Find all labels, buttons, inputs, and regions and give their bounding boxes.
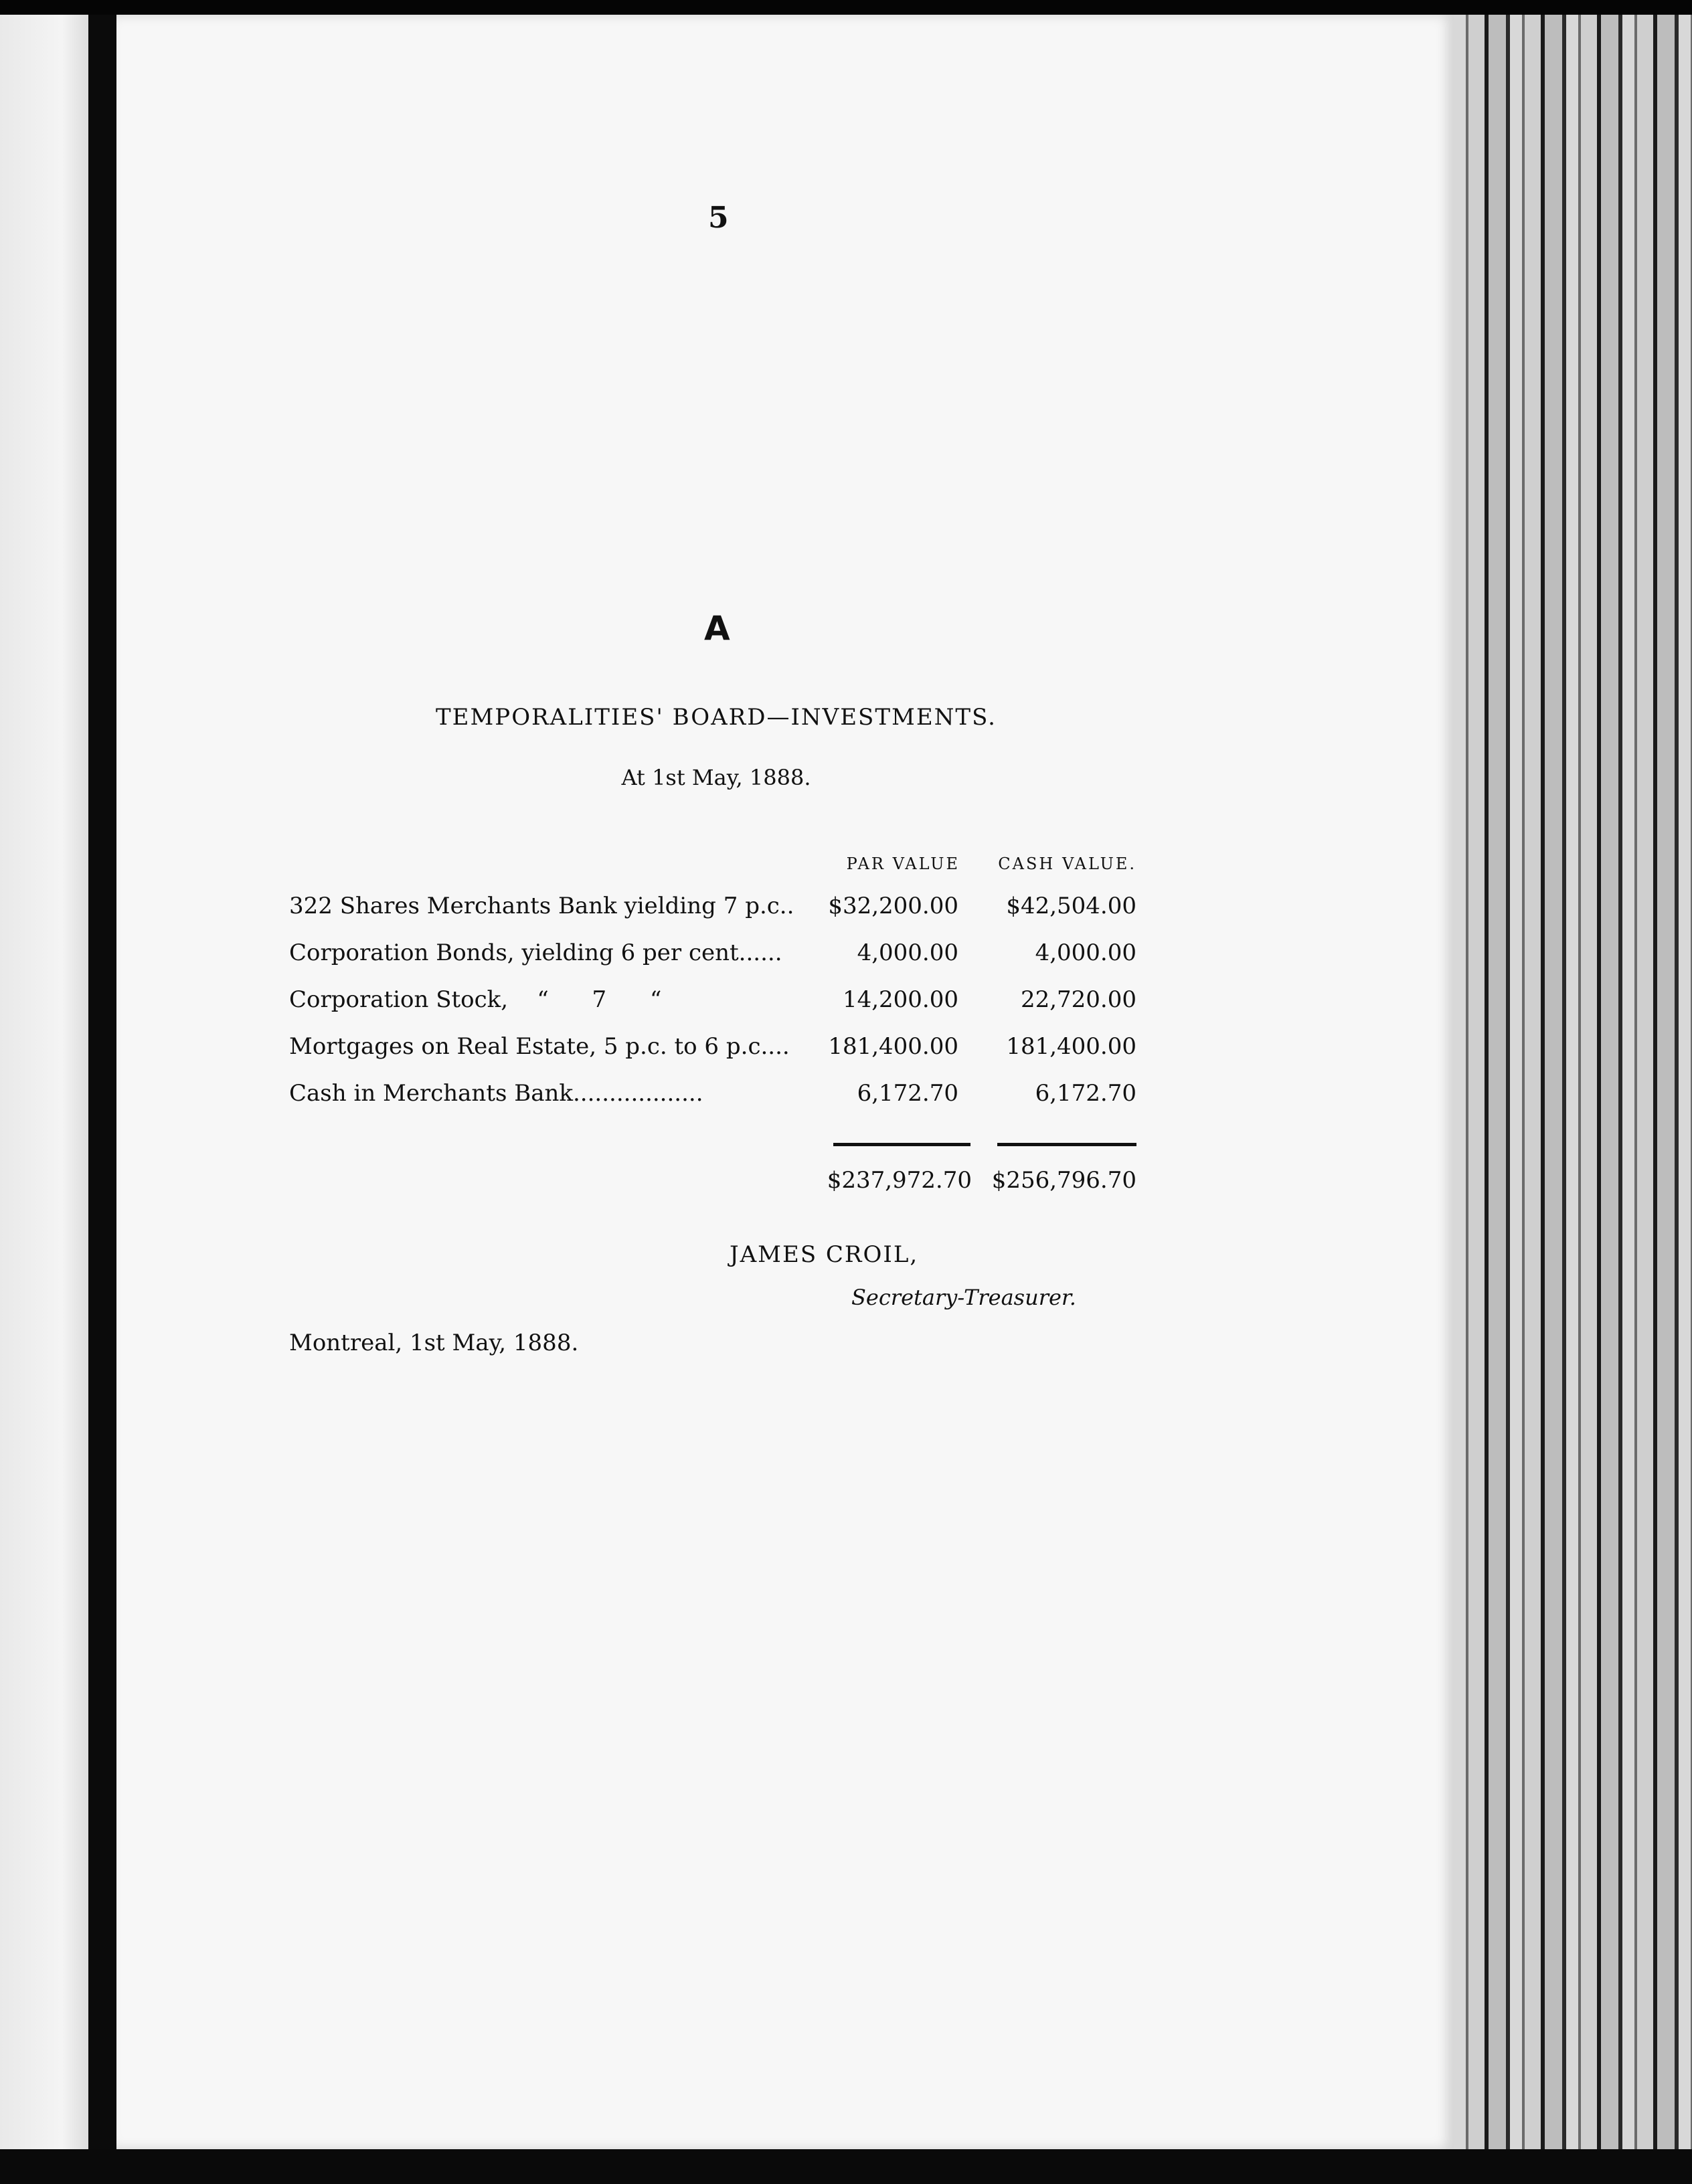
investment-cash-value: 4,000.00: [1035, 939, 1136, 966]
investment-description: Corporation Bonds, yielding 6 per cent......: [289, 939, 782, 966]
total-par-value: $237,972.70: [827, 1167, 972, 1194]
signatory-title: Secretary-Treasurer.: [851, 1285, 1076, 1310]
investment-description: 322 Shares Merchants Bank yielding 7 p.c..: [289, 893, 794, 919]
investment-row: [289, 986, 1136, 1018]
page-stack-edges: [1454, 15, 1692, 2156]
investment-cash-value: 22,720.00: [1020, 986, 1136, 1013]
investment-row: [289, 893, 1136, 925]
investment-description: Mortgages on Real Estate, 5 p.c. to 6 p.c....: [289, 1033, 790, 1060]
column-header-par-value: PAR VALUE: [846, 854, 960, 873]
investment-row: [289, 1080, 1136, 1112]
total-rule-par: [833, 1143, 970, 1146]
book-gutter: [88, 15, 116, 2156]
investment-cash-value: $42,504.00: [1006, 893, 1136, 919]
scan-bottom-edge: [0, 2149, 1692, 2184]
adjacent-page-edge: [0, 15, 88, 2156]
investment-description: Cash in Merchants Bank..................: [289, 1080, 703, 1107]
page-number: 5: [708, 201, 729, 235]
document-title: TEMPORALITIES' BOARD—INVESTMENTS.: [436, 704, 997, 731]
total-cash-value: $256,796.70: [991, 1167, 1136, 1194]
investment-par-value: 181,400.00: [828, 1033, 958, 1060]
appendix-letter: A: [704, 609, 730, 648]
investment-par-value: 14,200.00: [842, 986, 958, 1013]
scan-top-edge: [0, 0, 1692, 15]
investment-cash-value: 6,172.70: [1035, 1080, 1136, 1107]
as-of-date: At 1st May, 1888.: [621, 765, 811, 790]
investment-par-value: 6,172.70: [857, 1080, 958, 1107]
place-and-date: Montreal, 1st May, 1888.: [289, 1330, 579, 1356]
investment-row: [289, 1033, 1136, 1065]
investment-cash-value: 181,400.00: [1006, 1033, 1136, 1060]
total-rule-cash: [997, 1143, 1136, 1146]
investment-par-value: $32,200.00: [828, 893, 958, 919]
signatory-name: JAMES CROIL,: [730, 1241, 919, 1268]
investment-description: Corporation Stock, “ 7 “: [289, 986, 662, 1013]
column-header-cash-value: CASH VALUE.: [998, 854, 1136, 873]
investment-par-value: 4,000.00: [857, 939, 958, 966]
investment-row: [289, 939, 1136, 972]
